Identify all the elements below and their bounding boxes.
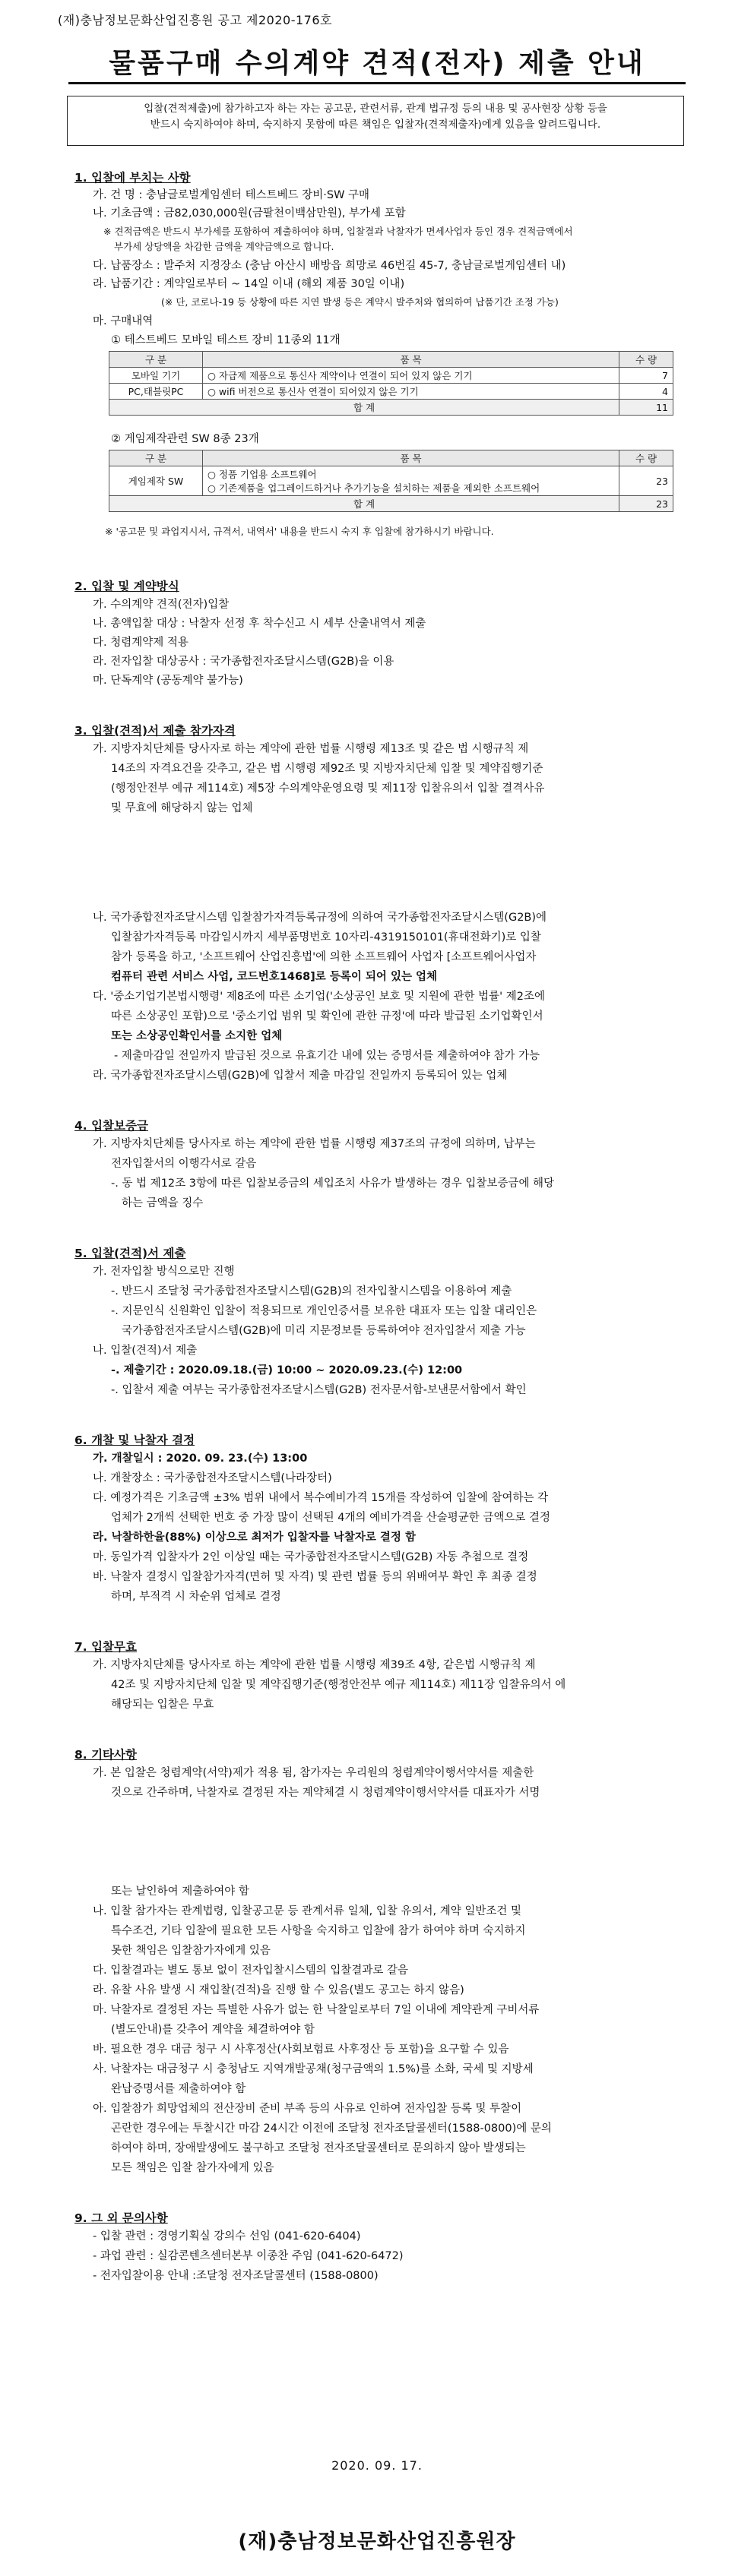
s8-item-aa-1: 아. 입찰참가 희망업체의 전산장비 준비 부족 등의 사유로 인하여 전자입찰 등록 및 투찰이 [93,2103,522,2115]
table-row [109,384,673,400]
s6-item-ma: 마. 동일가격 입찰자가 2인 이상일 때는 국가종합전자조달시스템(G2B) 자동 추첨으로 결정 [93,1551,529,1563]
table-game-software [109,450,673,512]
s2-item-da: 다. 청렴계약제 적용 [93,637,188,649]
s6-item-na: 나. 개찰장소 : 국가종합전자조달시스템(나라장터) [93,1472,332,1484]
s8-item-ga-1: 가. 본 입찰은 청렴계약(서약)제가 적용 됨, 참가자는 우리원의 청렴계약이행서약서를 제출한 [93,1767,534,1779]
section-8-title: 8. 기타사항 [74,1748,137,1762]
s6-item-da-2: 업체가 2개씩 선택한 번호 중 가장 많이 선택된 4개의 예비가격을 산술평균한 금액으로 결정 [111,1512,551,1524]
s2-item-na: 나. 총액입찰 대상 : 낙찰자 선정 후 착수신고 시 세부 산출내역서 제출 [93,618,426,630]
s1-item-da: 다. 납품장소 : 발주처 지정장소 (충남 아산시 배방읍 희망로 46번길 45-7, 충남글로벌게임센터 내) [93,260,566,272]
table-cell: 7 [619,368,673,384]
section-2-title: 2. 입찰 및 계약방식 [74,580,179,593]
s1-note-1a: ※ 견적금액은 반드시 부가세를 포함하여 제출하여야 하며, 입찰결과 낙찰자가 면세사업자 등인 경우 견적금액에서 [103,226,573,237]
s7-item-ga-1: 가. 지방자치단체를 당사자로 하는 계약에 관한 법률 시행령 제39조 4항, 같은법 시행규칙 제 [93,1659,536,1671]
section-6-title: 6. 개찰 및 낙찰자 결정 [74,1433,195,1447]
s6-item-ba-1: 바. 낙찰자 결정시 입찰참가자격(면허 및 자격) 및 관련 법률 등의 위배여부 확인 후 최종 결정 [93,1571,537,1583]
s5-item-na-2: -. 입찰서 제출 여부는 국가종합전자조달시스템(G2B) 전자문서함-보낸문서함에서 확인 [111,1384,527,1396]
s1-item-ma: 마. 구매내역 [93,315,154,327]
s3-item-ga-2: 14조의 자격요건을 갖추고, 같은 법 시행령 제92조 및 지방자치단체 입찰 및 계약집행기준 [111,763,543,775]
table-cell: 게임제작 SW [109,466,203,496]
notice-date: 2020. 09. 17. [331,2458,423,2473]
s3-item-da-4: - 제출마감일 전일까지 발급된 것으로 유효기간 내에 있는 증명서를 제출하여야 참가 가능 [114,1050,540,1062]
table-cell: 모바일 기기 [109,368,203,384]
s6-item-ga: 가. 개찰일시 : 2020. 09. 23.(수) 13:00 [93,1452,308,1465]
s3-item-na-1: 나. 국가종합전자조달시스템 입찰참가자격등록규정에 의하여 국가종합전자조달시스템(G2B)에 [93,912,547,924]
table-header: 품 목 [203,450,619,466]
contact-task: - 과업 관련 : 실감콘텐츠센터본부 이종찬 주임 (041-620-6472) [93,2250,404,2262]
s6-item-ra: 라. 낙찰하한율(88%) 이상으로 최저가 입찰자를 낙찰자로 결정 함 [93,1531,416,1544]
s8-item-aa-4: 모든 책임은 입찰 참가자에게 있음 [111,2162,274,2174]
s1-note-1b: 부가세 상당액을 차감한 금액을 계약금액으로 합니다. [114,241,334,252]
table-row [109,368,673,384]
s5-item-ga: 가. 전자입찰 방식으로만 진행 [93,1266,235,1278]
s2-item-ra: 라. 전자입찰 대상공사 : 국가종합전자조달시스템(G2B)을 이용 [93,656,394,668]
page-title: 물품구매 수의계약 견적(전자) 제출 안내 [109,48,645,79]
s3-item-ga-1: 가. 지방자치단체를 당사자로 하는 계약에 관한 법률 시행령 제13조 및 같은 법 시행규칙 제 [93,743,529,755]
table-header: 수 량 [619,352,673,368]
s3-item-na-2: 입찰참가자격등록 마감일시까지 세부품명번호 10자리-4319150101(휴대전화기)로 입찰 [111,931,541,943]
notice-box-line: 입찰(견적제출)에 참가하고자 하는 자는 공고문, 관련서류, 관계 법규정 등의 내용 및 공사현장 상황 등을 [144,103,607,115]
contact-bidding: - 입찰 관련 : 경영기획실 강의수 선임 (041-620-6404) [93,2230,361,2243]
s1-note-2: (※ 단, 코로나-19 등 상황에 따른 지연 발생 등은 계약시 발주처와 협의하여 납품기간 조정 가능) [161,296,559,308]
s3-item-da-3: 또는 소상공인확인서를 소지한 업체 [111,1030,283,1042]
table-total-value: 23 [619,496,673,512]
table-header: 품 목 [203,352,619,368]
s4-item-ga-4: 하는 금액을 징수 [122,1197,204,1209]
s8-item-da: 다. 입찰결과는 별도 통보 없이 전자입찰시스템의 입찰결과로 갈음 [93,1964,409,1977]
table-cell-line: ○ 정품 기업용 소프트웨어 [208,469,317,480]
s8-item-aa-2: 곤란한 경우에는 투찰시간 마감 24시간 이전에 조달청 전자조달콜센터(1588-0800)에 문의 [111,2122,552,2135]
table-mobile-devices [109,351,673,416]
s4-item-ga-3: -. 동 법 제12조 3항에 따른 입찰보증금의 세입조치 사유가 발생하는 경우 입찰보증금에 해당 [111,1177,555,1190]
s5-item-na: 나. 입찰(견적)서 제출 [93,1345,198,1357]
table-header: 수 량 [619,450,673,466]
section-5-title: 5. 입찰(견적)서 제출 [74,1247,186,1260]
table-header: 구 분 [109,352,203,368]
s3-item-ra: 라. 국가종합전자조달시스템(G2B)에 입찰서 제출 마감일 전일까지 등록되어 있는 업체 [93,1070,508,1082]
table-total-label: 합 계 [109,400,619,416]
table-cell: 23 [619,466,673,496]
table-total-row [109,400,673,416]
s8-item-ba: 바. 필요한 경우 대금 청구 시 사후정산(사회보험료 사후정산 등 포함)을 요구할 수 있음 [93,2043,509,2056]
table-total-value: 11 [619,400,673,416]
s8-item-ra: 라. 유찰 사유 발생 시 재입찰(견적)을 진행 할 수 있음(별도 공고는 하지 않음) [93,1984,464,1996]
s8-item-ga-2: 것으로 간주하며, 낙찰자로 결정된 자는 계약체결 시 청렴계약이행서약서를 대표자가 서명 [111,1787,540,1799]
s8-item-na-2: 특수조건, 기타 입찰에 필요한 모든 사항을 숙지하고 입찰에 참가 하여야 하며 숙지하지 [111,1925,526,1937]
table-cell-line: ○ 기존제품을 업그레이드하거나 추가기능을 설치하는 제품을 제외한 소프트웨어 [208,482,540,494]
notice-box [67,96,684,146]
s8-item-na-3: 못한 책임은 입찰참가자에게 있음 [111,1945,271,1957]
s3-item-da-2: 따른 소상공인 포함)으로 '중소기업 범위 및 확인에 관한 규정'에 따라 발급된 소기업확인서 [111,1010,543,1022]
s2-item-ga: 가. 수의계약 견적(전자)입찰 [93,599,230,611]
s5-item-ga-1: -. 반드시 조달청 국가종합전자조달시스템(G2B)의 전자입찰시스템을 이용하여 제출 [111,1285,512,1297]
title-divider [68,82,686,84]
s8-item-ma-2: (별도안내)를 갖추어 계약을 체결하여야 함 [111,2024,315,2036]
s4-item-ga-1: 가. 지방자치단체를 당사자로 하는 계약에 관한 법률 시행령 제37조의 규정에 의하며, 납부는 [93,1138,536,1150]
notice-box-line: 반드시 숙지하여야 하며, 숙지하지 못함에 따른 책임은 입찰자(견적제출자)에게 있음을 알려드립니다. [150,119,601,131]
table-cell: ○ 자급제 제품으로 통신사 계약이나 연결이 되어 있지 않은 기기 [203,368,619,384]
table-total-label: 합 계 [109,496,619,512]
table1-caption: ① 테스트베드 모바일 테스트 장비 11종외 11개 [111,334,341,346]
s8-item-sa-2: 완납증명서를 제출하여야 함 [111,2083,246,2095]
section-1-title: 1. 입찰에 부치는 사항 [74,171,191,185]
table-cell [203,466,619,496]
s1-item-ga: 가. 건 명 : 충남글로벌게임센터 테스트베드 장비·SW 구매 [93,189,370,201]
table-total-row [109,496,673,512]
s5-item-na-1: -. 제출기간 : 2020.09.18.(금) 10:00 ~ 2020.09.23.(수) 12:00 [111,1364,463,1377]
table-cell: PC,태블릿PC [109,384,203,400]
table2-caption: ② 게임제작관련 SW 8종 23개 [111,433,259,445]
s7-item-ga-2: 42조 및 지방자치단체 입찰 및 계약집행기준(행정안전부 예규 제114호) 제11장 입찰유의서 에 [111,1679,566,1691]
section-9-title: 9. 그 외 문의사항 [74,2211,168,2225]
section-3-title: 3. 입찰(견적)서 제출 참가자격 [74,724,236,738]
s8-item-aa-3: 하여야 하며, 장애발생에도 불구하고 조달청 전자조달콜센터로 문의하지 않아 발생되는 [111,2142,526,2154]
s1-item-na: 나. 기초금액 : 금82,030,000원(금팔천이백삼만원), 부가세 포함 [93,207,406,220]
contact-e-bidding: - 전자입찰이용 안내 :조달청 전자조달콜센터 (1588-0800) [93,2270,379,2282]
s3-item-na-4: 컴퓨터 관련 서비스 사업, 코드번호1468]로 등록이 되어 있는 업체 [111,971,438,983]
section-4-title: 4. 입찰보증금 [74,1119,148,1133]
s6-item-da-1: 다. 예정가격은 기초금액 ±3% 범위 내에서 복수예비가격 15개를 작성하여 입찰에 참여하는 각 [93,1492,549,1504]
s5-item-ga-3: 국가종합전자조달시스템(G2B)에 미리 지문정보를 등록하여야 전자입찰서 제출 가능 [122,1325,526,1337]
s1-note-3: ※ '공고문 및 과업지시서, 규격서, 내역서' 내용을 반드시 숙지 후 입찰에 참가하시기 바랍니다. [105,526,494,537]
s8-item-ma-1: 마. 낙찰자로 결정된 자는 특별한 사유가 없는 한 낙찰일로부터 7일 이내에 계약관계 구비서류 [93,2004,540,2016]
s8-item-sa-1: 사. 낙찰자는 대금청구 시 충청남도 지역개발공채(청구금액의 1.5%)를 소화, 국세 및 지방세 [93,2063,534,2075]
s4-item-ga-2: 전자입찰서의 이행각서로 갈음 [111,1158,257,1170]
notice-number: (재)충남정보문화산업진흥원 공고 제2020-176호 [58,13,332,27]
s1-item-ra: 라. 납품기간 : 계약일로부터 ~ 14일 이내 (해외 제품 30일 이내) [93,278,405,290]
table-row [109,466,673,496]
s6-item-ba-2: 하며, 부적격 시 차순위 업체로 결정 [111,1591,281,1603]
table-cell: ○ wifi 버전으로 통신사 연결이 되어있지 않은 기기 [203,384,619,400]
section-7-title: 7. 입찰무효 [74,1640,137,1654]
s7-item-ga-3: 해당되는 입찰은 무효 [111,1699,214,1711]
s3-item-na-3: 참가 등록을 하고, '소프트웨어 산업진흥법'에 의한 소프트웨어 사업자 [소프트웨어사업자 [111,951,537,963]
s3-item-ga-4: 및 무효에 해당하지 않는 업체 [111,802,253,814]
s3-item-da-1: 다. '중소기업기본법시행령' 제8조에 따른 소기업('소상공인 보호 및 지원에 관한 법률' 제2조에 [93,991,546,1003]
table-cell: 4 [619,384,673,400]
s8-item-na-1: 나. 입찰 참가자는 관계법령, 입찰공고문 등 관계서류 일체, 입찰 유의서, 계약 일반조건 및 [93,1905,521,1917]
s8-item-ga-3: 또는 날인하여 제출하여야 함 [111,1885,249,1898]
s2-item-ma: 마. 단독계약 (공동계약 불가능) [93,675,243,687]
table-header: 구 분 [109,450,203,466]
s5-item-ga-2: -. 지문인식 신원확인 입찰이 적용되므로 개인인증서를 보유한 대표자 또는 입찰 대리인은 [111,1305,537,1317]
s3-item-ga-3: (행정안전부 예규 제114호) 제5장 수의계약운영요령 및 제11장 입찰유의서 입찰 결격사유 [111,782,545,795]
issuing-organization: (재)충남정보문화산업진흥원장 [238,2530,516,2553]
